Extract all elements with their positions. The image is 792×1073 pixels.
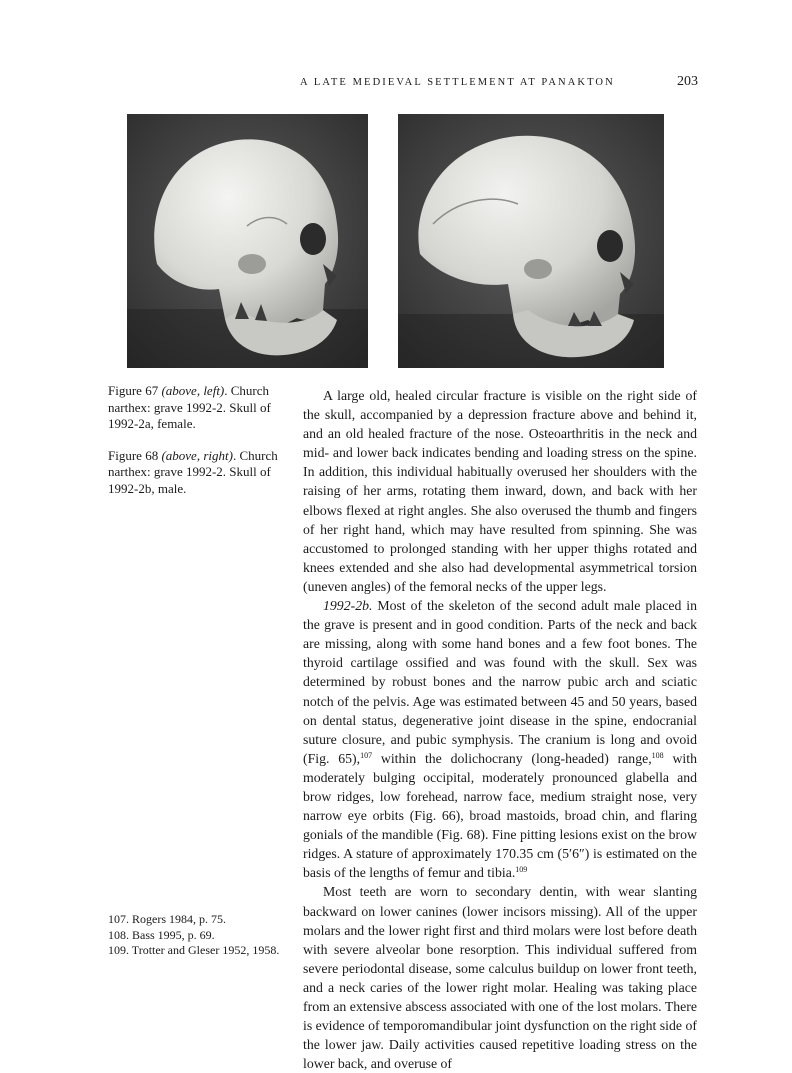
caption-position: (above, left) — [161, 383, 225, 398]
footnote-ref-107: 107 — [360, 750, 373, 760]
specimen-label: 1992-2b. — [323, 598, 373, 614]
footnote-ref-108: 108 — [651, 750, 664, 760]
skull-photo-male — [398, 114, 664, 368]
caption-figure-label: Figure 68 — [108, 447, 162, 463]
footnote-107: 107. Rogers 1984, p. 75. — [108, 912, 226, 926]
skull-photo-female — [127, 114, 368, 368]
caption-figure-label: Figure 67 — [108, 383, 162, 398]
paragraph-text: with moderately bulging occipital, moderately pronounced glabella and brow ridges, low forehead, narrow face, medium straight nose, very narrow eye orbits (Fig. 66), broad mastoids, broad chin, and flaring gonials of the mandible (Fig. 68). Fine pitting lesions exist on the brow ridges. A stature of approximately 170.35 cm (5′6″) is estimated on the basis of the lengths of femur and tibia. — [303, 750, 697, 881]
body-paragraph-3: Most teeth are worn to secondary dentin, with wear slanting backward on lower canines (lower incisors missing). All of the upper molars and the lower right first and third molars were lost before death with severe alveolar bone resorption. This individual suffered from severe periodontal disease, some calculus buildup on lower front teeth, and a neck caries of the lower right molar. Healing was taking place from an extensive abscess associated with one of the lost molars. There is evidence of temporomandibular joint dysfunction on the right side of the lower jaw. Daily activities caused repetitive loading stress on the lower back, and overuse of — [303, 884, 697, 1072]
figure-68-photo — [398, 114, 664, 368]
caption-text: . Church narthex: grave 1992-2. Skull of 1992-2b, male. — [108, 447, 278, 496]
footnote-108: 108. Bass 1995, p. 69. — [108, 927, 215, 942]
footnotes — [108, 912, 293, 959]
caption-text: . Church narthex: grave 1992-2. Skull of 1992-2a, female. — [108, 383, 271, 431]
footnote-109: 109. Trotter and Gleser 1952, 1958. — [108, 943, 280, 957]
body-paragraph-1: A large old, healed circular fracture is visible on the right side of the skull, accompanied by a depression fracture above and behind it, and an old healed fracture of the nose. Osteoarthritis in the neck and mid- and lower back indicates bending and loading stress on the spine. In addition, this individual habitually overused her shoulders with the raising of her arms, rotating them inward, down, and back with her elbows flexed at right angles. She also overused the thumb and fingers of her right hand, which may have resulted from spinning. She was accustomed to prolonged standing with her upper thighs rotated and knees extended and she also had developmental asymmetrical torsion (uneven angles) of the femoral necks of the upper legs. — [303, 388, 697, 594]
caption-position: (above, right) — [161, 447, 233, 463]
footnote-ref-109: 109 — [515, 865, 528, 875]
figure-67-photo — [127, 114, 368, 368]
paragraph-text: Most of the skeleton of the second adult male placed in the grave is present and in good condition. Parts of the neck and back are missing, along with some hand bones and a few foot bones. The thyroid cartilage ossified and was found with the skull. Sex was determined by robust bones and the narrow pubic arch and sciatic notch of the pelvis. Age was estimated between 45 and 50 years, based on dental status, degenerative joint disease in the spine, endocranial suture closure, and pubic symphysis. The cranium is long and ovoid (Fig. 65), — [303, 598, 697, 766]
body-paragraph-2 — [303, 596, 697, 882]
main-text-column — [303, 386, 697, 1073]
figure-captions — [108, 383, 284, 512]
page-number: 203 — [677, 74, 698, 89]
figure-67-caption — [108, 383, 284, 433]
running-head: A LATE MEDIEVAL SETTLEMENT AT PANAKTON — [300, 77, 615, 88]
figure-68-caption — [108, 448, 284, 498]
paragraph-text: within the dolichocrany (long-headed) range, — [372, 750, 652, 766]
